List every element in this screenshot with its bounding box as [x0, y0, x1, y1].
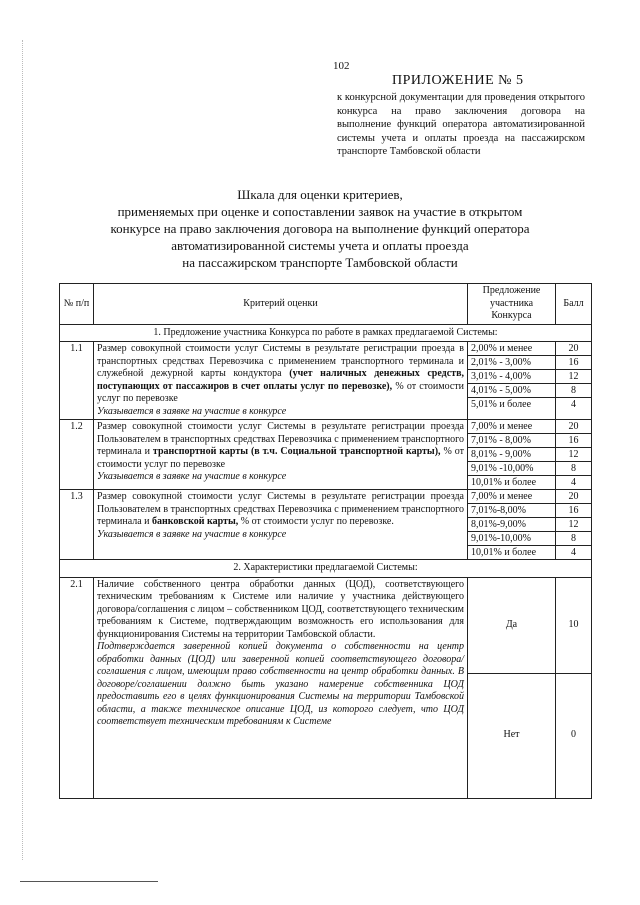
- offer-no: Нет: [468, 673, 556, 798]
- row-offers: [468, 342, 556, 420]
- row-number: 1.2: [60, 420, 94, 490]
- points-value: 8: [556, 384, 591, 398]
- points-value: 8: [556, 462, 591, 476]
- criterion-note: Подтверждается заверенной копией документа о собственности на центр обработки данных (ЦОД) или заверенной копией соответствующего договора/соглашения с лицом, имеющим право собственности на центр обработки данных. В договоре/соглашении должно быть указано намерение собственника ЦОД предоставить его в целях функционирования Системы на территории Тамбовской области, а также техническое описание ЦОД, из которого следует, что ЦОД соответствует техническим требованиям к Системе: [97, 641, 464, 727]
- section-2-title: 2. Характеристики предлагаемой Системы:: [60, 560, 592, 578]
- points-value: 12: [556, 448, 591, 462]
- offer-value: 4,01% - 5,00%: [468, 384, 555, 398]
- offer-value: 2,00% и менее: [468, 342, 555, 356]
- table-row: [60, 420, 592, 490]
- table-row: [60, 490, 592, 560]
- section-1-title: 1. Предложение участника Конкурса по работе в рамках предлагаемой Системы:: [60, 324, 592, 342]
- offer-value: 7,00% и менее: [468, 420, 555, 434]
- criterion-text: Наличие собственного центра обработки данных (ЦОД), соответствующего техническим требованиям к Системе или наличие у участника действующего договора/соглашения с лицом – собственником ЦОД, соответствующего техническим требованиям к Системе, подтверждающим возможность его использования для функционирования Системы на территории Тамбовской области.: [97, 578, 464, 640]
- points-value: 12: [556, 370, 591, 384]
- offer-value: 9,01% -10,00%: [468, 462, 555, 476]
- document-heading: [110, 186, 530, 271]
- header-score: Балл: [556, 284, 592, 325]
- heading-line: конкурсе на право заключения договора на выполнение функций оператора: [110, 221, 530, 236]
- points-value: 12: [556, 518, 591, 532]
- offer-value: 2,01% - 3,00%: [468, 356, 555, 370]
- points-value: 4: [571, 547, 576, 558]
- row-offers: [468, 490, 556, 560]
- criterion-unit: % от стоимости услуг по перевозке.: [240, 516, 394, 527]
- criterion-note: Указывается в заявке на участие в конкурсе: [97, 471, 287, 482]
- row-points: [556, 490, 592, 560]
- points-value: 20: [556, 420, 591, 434]
- criterion-bold-text: (учет наличных денежных средств, поступающих от пассажиров в счет оплаты услуг по перевозке),: [97, 368, 464, 392]
- criteria-table: [59, 283, 592, 799]
- row-criterion: [94, 490, 468, 560]
- offer-value: 5,01% и более: [471, 399, 532, 410]
- points-value: 8: [556, 532, 591, 546]
- header-num: № п/п: [60, 284, 94, 325]
- table-row: [60, 577, 592, 673]
- row-number: 2.1: [60, 577, 94, 798]
- heading-line: автоматизированной системы учета и оплаты проезда: [171, 238, 469, 253]
- offer-value: 7,01% - 8,00%: [468, 434, 555, 448]
- offer-value: 8,01%-9,00%: [468, 518, 555, 532]
- row-offers: [468, 420, 556, 490]
- heading-line: применяемых при оценке и сопоставлении заявок на участие в открытом: [117, 204, 523, 219]
- offer-value: 10,01% и более: [471, 477, 537, 488]
- criterion-text: Размер совокупной стоимости услуг Системы в результате регистрации проезда в транспортных средствах Перевозчика с применением транспортного терминала и служебной дежурной карты кондуктора: [97, 343, 464, 379]
- criterion-unit: % от стоимости услуг по перевозке: [97, 446, 465, 470]
- appendix-title: ПРИЛОЖЕНИЕ № 5: [392, 73, 524, 88]
- offer-value: 7,01%-8,00%: [468, 504, 555, 518]
- row-number: 1.3: [60, 490, 94, 560]
- criterion-text: Размер совокупной стоимости услуг Системы в результате регистрации проезда Пользователем в транспортных средствах Перевозчика с применением транспортного терминала и: [97, 491, 464, 527]
- row-points: [556, 420, 592, 490]
- row-number: 1.1: [60, 342, 94, 420]
- criterion-bold-text: транспортной карты (в т.ч. Социальной транспортной карты),: [152, 446, 441, 457]
- points-value: 16: [556, 504, 591, 518]
- offer-value: 10,01% и более: [471, 547, 537, 558]
- heading-line: Шкала для оценки критериев,: [237, 187, 403, 202]
- row-criterion: [94, 342, 468, 420]
- points-value: 4: [571, 399, 576, 410]
- criterion-note: Указывается в заявке на участие в конкурсе: [97, 528, 287, 540]
- points-value: 4: [571, 477, 576, 488]
- row-criterion: [94, 420, 468, 490]
- row-points: [556, 342, 592, 420]
- appendix-subtitle: к конкурсной документации для проведения открытого конкурса на право заключения договора на выполнение функций оператора автоматизированной системы учета и оплаты проезда на пассажирском транспорте Тамбовской области: [337, 92, 585, 157]
- points-value: 16: [556, 434, 591, 448]
- points-yes: 10: [556, 577, 592, 673]
- heading-line: на пассажирском транспорте Тамбовской области: [182, 255, 458, 270]
- points-value: 16: [556, 356, 591, 370]
- criterion-note: Указывается в заявке на участие в конкурсе: [97, 405, 287, 417]
- scan-edge: [22, 40, 24, 860]
- criterion-bold-text: банковской карты,: [152, 516, 239, 527]
- offer-value: 9,01%-10,00%: [468, 532, 555, 546]
- section-row: [60, 560, 592, 578]
- points-value: 20: [556, 490, 591, 504]
- offer-value: 3,01% - 4,00%: [468, 370, 555, 384]
- offer-yes: Да: [468, 577, 556, 673]
- footnote-divider: [20, 881, 158, 882]
- points-value: 20: [556, 342, 591, 356]
- offer-value: 7,00% и менее: [468, 490, 555, 504]
- table-row: [60, 342, 592, 420]
- points-no: 0: [556, 673, 592, 798]
- page-number: 102: [333, 60, 350, 72]
- header-criterion: Критерий оценки: [94, 284, 468, 325]
- offer-value: 8,01% - 9,00%: [468, 448, 555, 462]
- row-criterion: [94, 577, 468, 798]
- section-row: [60, 324, 592, 342]
- table-header-row: [60, 284, 592, 325]
- header-offer: Предложение участника Конкурса: [468, 284, 556, 325]
- criterion-unit: % от стоимости услуг по перевозке: [97, 380, 465, 404]
- criterion-text: Размер совокупной стоимости услуг Системы в результате регистрации проезда Пользователем в транспортных средствах Перевозчика с применением транспортного терминала и: [97, 421, 464, 457]
